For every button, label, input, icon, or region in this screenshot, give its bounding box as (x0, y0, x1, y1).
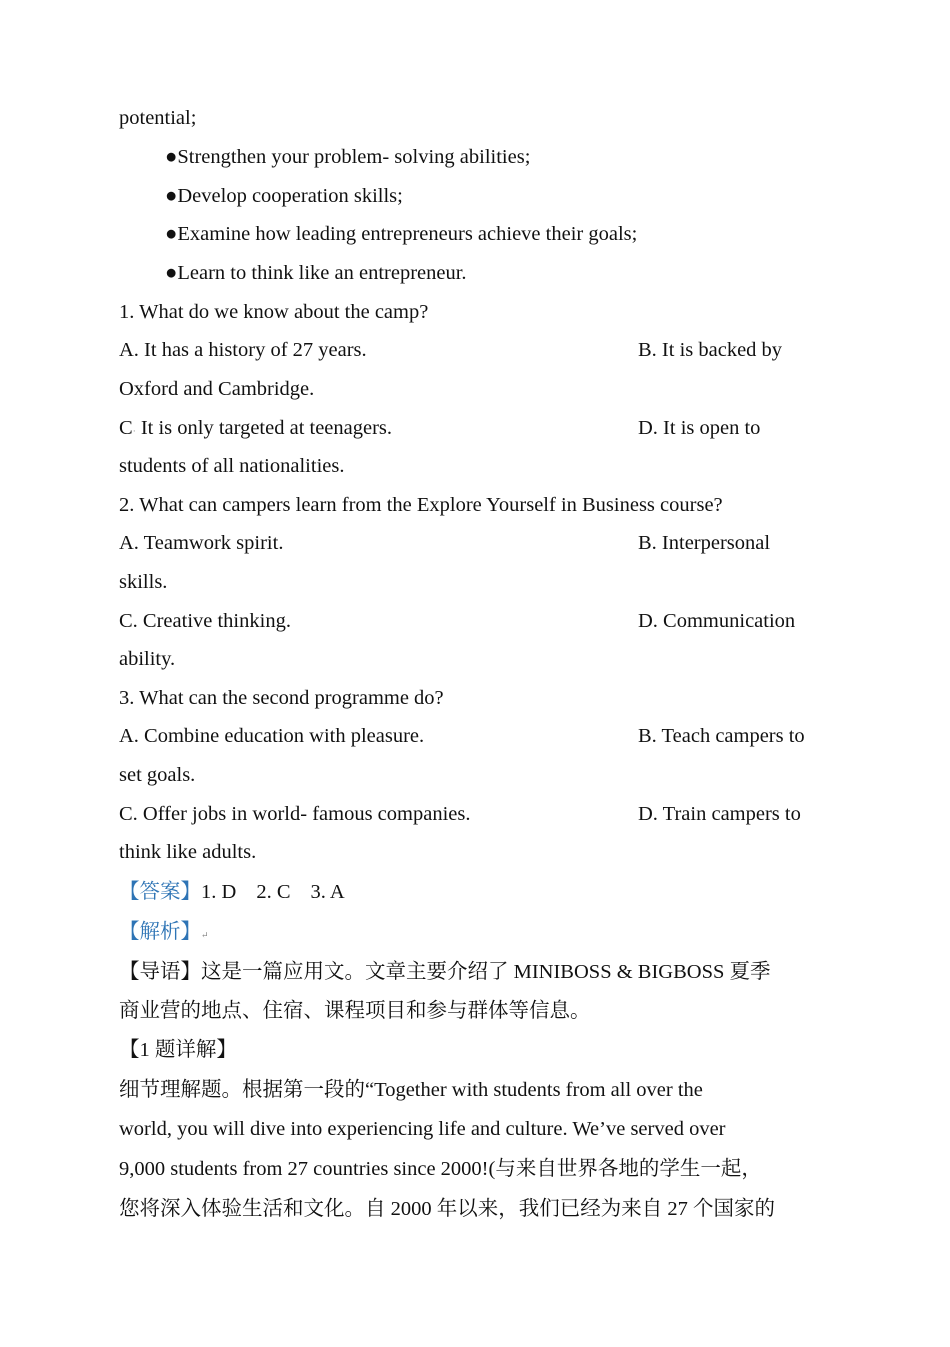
question-3-stem: 3. What can the second programme do? (119, 687, 444, 709)
analysis-line (119, 918, 209, 949)
question-2-option-c: C. Creative thinking. (119, 610, 291, 632)
question-3-option-b-wrap: set goals. (119, 764, 196, 786)
question-1-option-d-wrap: students of all nationalities. (119, 455, 345, 477)
question-1-stem: 1. What do we know about the camp? (119, 301, 429, 323)
analysis-label: 【解析】 (119, 921, 201, 943)
question-1-option-d: D. It is open to (638, 417, 761, 439)
bullet-item: ●Develop cooperation skills; (165, 185, 403, 207)
paragraph-mark: ↵ (201, 930, 209, 940)
answer-3: 3. A (310, 881, 345, 903)
question-3-option-c: C. Offer jobs in world- famous companies. (119, 803, 471, 825)
bullet-item: ●Learn to think like an entrepreneur. (165, 262, 467, 284)
detail-1-heading: 【1 题详解】 (119, 1039, 237, 1061)
detail-1-line: 细节理解题。根据第一段的“Together with students from all over the (119, 1079, 703, 1101)
guide-line-1: 【导语】这是一篇应用文。文章主要介绍了 MINIBOSS & BIGBOSS 夏季 (119, 961, 771, 983)
question-2-option-b-wrap: skills. (119, 571, 168, 593)
question-1-option-c (119, 414, 392, 445)
question-2-option-a: A. Teamwork spirit. (119, 532, 284, 554)
question-3-option-b: B. Teach campers to (638, 725, 805, 747)
answer-label: 【答案】 (119, 881, 201, 903)
question-2-option-b: B. Interpersonal (638, 532, 771, 554)
question-1-option-b: B. It is backed by (638, 339, 783, 361)
question-3-option-d: D. Train campers to (638, 803, 801, 825)
bullet-item: ●Strengthen your problem- solving abilities; (165, 146, 531, 168)
option-c-mark: · (132, 426, 136, 436)
answer-1: 1. D (201, 881, 237, 903)
option-c-letter: C (119, 417, 133, 439)
guide-line-2: 商业营的地点、住宿、课程项目和参与群体等信息。 (119, 1000, 591, 1022)
question-2-option-d: D. Communication (638, 610, 796, 632)
detail-1-line: 9,000 students from 27 countries since 2000!(与来自世界各地的学生一起， (119, 1158, 762, 1180)
detail-1-line: world, you will dive into experiencing life and culture. We’ve served over (119, 1118, 726, 1140)
bullet-item: ●Examine how leading entrepreneurs achieve their goals; (165, 223, 638, 245)
question-2-option-d-wrap: ability. (119, 648, 176, 670)
question-2-stem: 2. What can campers learn from the Explore Yourself in Business course? (119, 494, 723, 516)
question-3-option-d-wrap: think like adults. (119, 841, 257, 863)
answer-line (119, 878, 345, 906)
detail-1-line: 您将深入体验生活和文化。自 2000 年以来，我们已经为来自 27 个国家的 (119, 1198, 775, 1220)
question-3-option-a: A. Combine education with pleasure. (119, 725, 425, 747)
question-1-option-b-wrap: Oxford and Cambridge. (119, 378, 315, 400)
option-c-text: It is only targeted at teenagers. (135, 417, 393, 439)
question-1-option-a: A. It has a history of 27 years. (119, 339, 367, 361)
answer-2: 2. C (256, 881, 291, 903)
intro-continuation: potential; (119, 107, 197, 129)
